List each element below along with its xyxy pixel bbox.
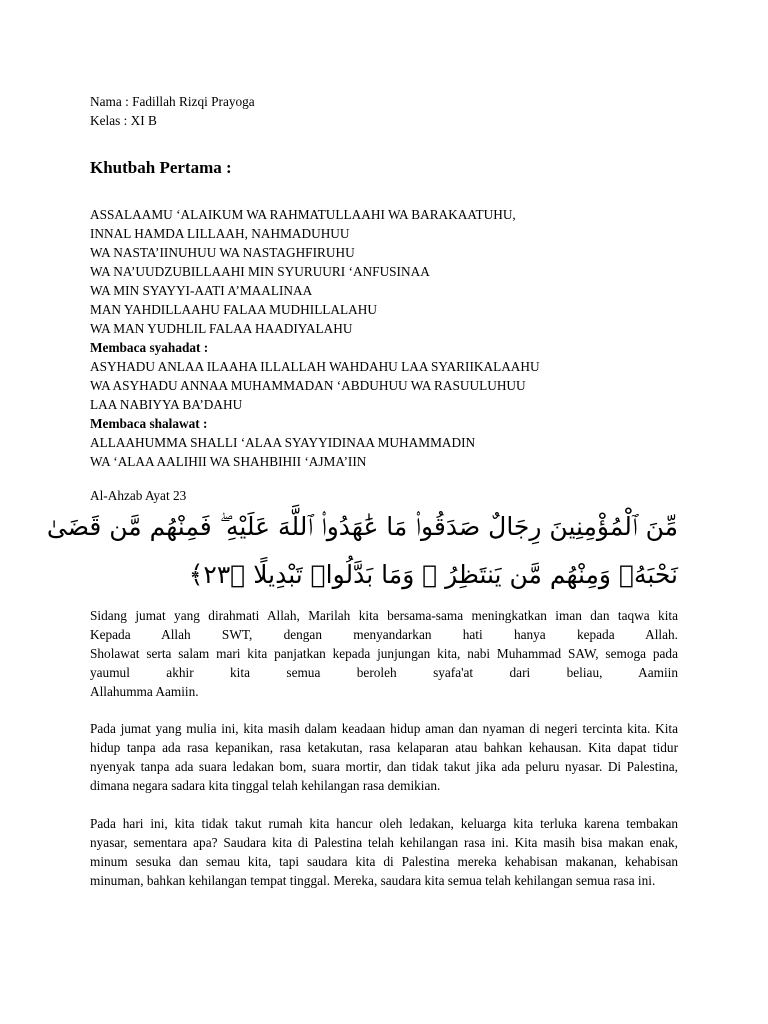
opening-line: INNAL HAMDA LILLAAH, NAHMADUHUU [90, 226, 350, 241]
syahadat-line: WA ASYHADU ANNAA MUHAMMADAN ‘ABDUHUU WA RASUULUHUU [90, 378, 526, 393]
shalawat-line: WA ‘ALAA AALIHII WA SHAHBIHII ‘AJMA’IIN [90, 454, 367, 469]
paragraph-line: Pada hari ini, kita tidak takut rumah kita hancur oleh ledakan, keluarga kita terluka karena tembakan [90, 816, 678, 831]
kelas-line: Kelas : XI B [90, 113, 157, 128]
nama-line: Nama : Fadillah Rizqi Prayoga [90, 94, 255, 109]
opening-line: WA MIN SYAYYI-AATI A’MAALINAA [90, 283, 313, 298]
paragraph-line: Sidang jumat yang dirahmati Allah, Marilah kita bersama-sama meningkatkan iman dan taqwa kita [90, 608, 678, 623]
syahadat-line: ASYHADU ANLAA ILAAHA ILLALLAH WAHDAHU LAA SYARIIKALAAHU [90, 359, 540, 374]
page-title: Khutbah Pertama : [90, 158, 232, 177]
opening-section [90, 205, 678, 471]
paragraph-line: Kepada Allah SWT, dengan menyandarkan hati hanya kepada Allah. [90, 627, 678, 642]
shalawat-label: Membaca shalawat : [90, 416, 208, 431]
syahadat-line: LAA NABIYYA BA’DAHU [90, 397, 243, 412]
opening-line: WA MAN YUDHLIL FALAA HAADIYALAHU [90, 321, 353, 336]
arabic-verse-line-2: نَحْبَهُۥ وَمِنْهُم مَّن يَنتَظِرُ ۖ وَمَا بَدَّلُوا۟ تَبْدِيلًا ﴿٢٣﴾ [188, 560, 678, 589]
paragraph-1 [90, 606, 678, 701]
paragraph-line: Allahumma Aamiin. [90, 684, 199, 699]
ayat-label: Al-Ahzab Ayat 23 [90, 488, 187, 503]
paragraph-line: hidup tanpa ada rasa kepanikan, rasa ketakutan, rasa kelaparan atau bahkan kehausan. Kita dapat tidur [90, 740, 678, 755]
opening-line: MAN YAHDILLAAHU FALAA MUDHILLALAHU [90, 302, 377, 317]
syahadat-label: Membaca syahadat : [90, 340, 209, 355]
paragraph-line: dimana negara sadara kita tinggal telah kehilangan rasa demikian. [90, 778, 441, 793]
paragraph-line: nyasar, sementara apa? Saudara kita di Palestina telah kehilangan rasa ini. Kita masih bisa makan enak, [90, 835, 678, 850]
opening-line: WA NA’UUDZUBILLAAHI MIN SYURUURI ‘ANFUSINAA [90, 264, 430, 279]
paragraph-3 [90, 814, 678, 890]
paragraph-line: yaumul akhir kita semua beroleh syafa'at dari beliau, Aamiin [90, 665, 678, 680]
paragraph-line: minum sesuka dan semau kita, tapi saudara kita di Palestina mereka kehabisan makanan, kehabisan [90, 854, 678, 869]
opening-line: ASSALAAMU ‘ALAIKUM WA RAHMATULLAAHI WA BARAKAATUHU, [90, 207, 516, 222]
student-info [90, 92, 678, 130]
paragraph-line: Pada jumat yang mulia ini, kita masih dalam keadaan hidup aman dan nyaman di negeri tercinta kita. Kita [90, 721, 678, 736]
paragraph-2 [90, 719, 678, 795]
paragraph-line: minuman, bahkan kehilangan tempat tinggal. Mereka, saudara kita semua telah kehilangan semua rasa ini. [90, 873, 656, 888]
paragraph-line: nyenyak tanpa ada suara ledakan bom, suara mortir, dan tidak takut jika ada peluru nyasar. Di Palestina, [90, 759, 678, 774]
shalawat-line: ALLAAHUMMA SHALLI ‘ALAA SYAYYIDINAA MUHAMMADIN [90, 435, 476, 450]
paragraph-line: Sholawat serta salam mari kita panjatkan kepada junjungan kita, nabi Muhammad SAW, semoga pada [90, 646, 678, 661]
arabic-verse-line-1: مِّنَ ٱلْمُؤْمِنِينَ رِجَالٌ صَدَقُوا۟ مَا عَٰهَدُوا۟ ٱللَّهَ عَلَيْهِ ۖ فَمِنْهُم مَّن قَضَىٰ [46, 512, 678, 541]
opening-line: WA NASTA’IINUHUU WA NASTAGHFIRUHU [90, 245, 355, 260]
